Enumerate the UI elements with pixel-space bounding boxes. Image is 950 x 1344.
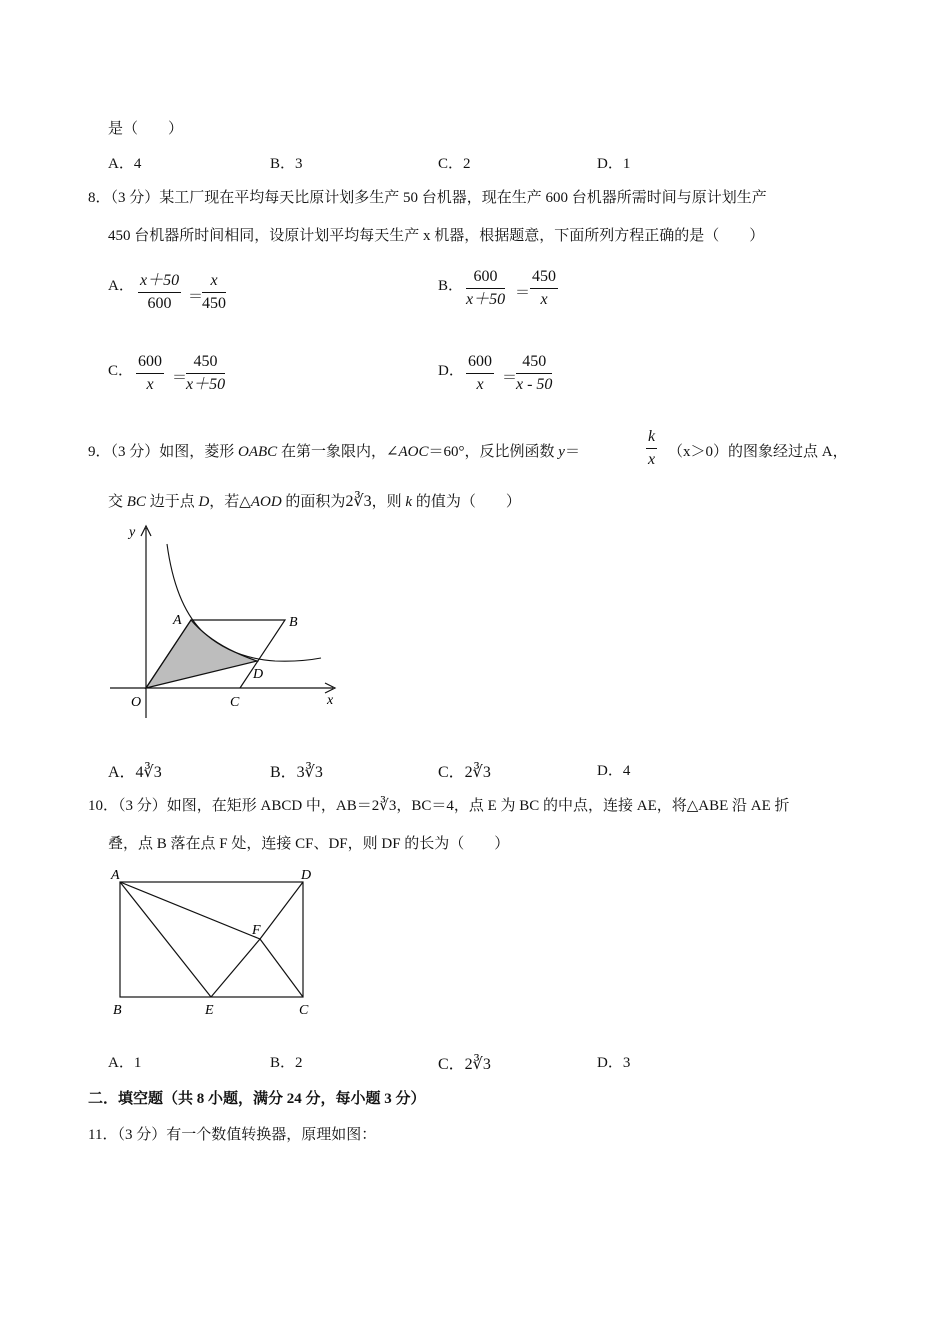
q8-option-a-left-fraction xyxy=(138,270,181,315)
q8-stem-line2: 450 台机器所时间相同，设原计划平均每天生产 x 机器，根据题意，下面所列方程正确的是（ ） xyxy=(108,228,765,244)
q7-option-a: A．4 xyxy=(108,156,142,172)
q8-option-d-right-fraction xyxy=(516,351,552,396)
segment-df xyxy=(260,882,303,939)
equals-sign: ＝ xyxy=(515,285,531,301)
q9-stem-line2: 交 BC 边于点 D，若△AOD 的面积为2∛3，则 k 的值为（ ） xyxy=(108,493,521,510)
fraction-numerator: x＋50 xyxy=(138,270,181,293)
label-f: F xyxy=(252,923,261,938)
fraction-denominator: x xyxy=(540,291,548,308)
q9-option-a: A．4∛3 xyxy=(108,764,162,781)
q10-stem-line2: 叠，点 B 落在点 F 处，连接 CF、DF，则 DF 的长为（ ） xyxy=(108,836,510,852)
label-e: E xyxy=(205,1003,214,1018)
rectangle-abcd xyxy=(120,882,303,997)
segment-ef xyxy=(211,939,260,997)
segment-ae xyxy=(120,882,211,997)
fraction-denominator: x xyxy=(648,451,656,468)
equals-sign: ＝ xyxy=(188,289,204,305)
fraction-denominator: x - 50 xyxy=(516,376,553,393)
label-b: B xyxy=(289,615,298,630)
q10-rectangle-figure xyxy=(105,862,327,1022)
q10-option-c: C．2∛3 xyxy=(438,1056,491,1073)
fraction-numerator: 450 xyxy=(530,266,558,289)
section-2-title: 二．填空题（共 8 小题，满分 24 分，每小题 3 分） xyxy=(88,1091,426,1107)
label-a: A xyxy=(111,868,120,883)
q8-option-b-label: B． xyxy=(438,278,464,294)
label-d: D xyxy=(301,868,312,883)
equals-sign: ＝ xyxy=(172,370,188,386)
q10-option-d: D．3 xyxy=(597,1055,631,1071)
q9-k-over-x-fraction xyxy=(646,426,657,471)
q9-option-c: C．2∛3 xyxy=(438,764,491,781)
fraction-numerator: k xyxy=(646,426,657,449)
q8-option-c-left-fraction xyxy=(136,351,164,396)
fraction-denominator: x xyxy=(476,376,484,393)
fraction-denominator: x＋50 xyxy=(466,291,506,308)
label-d: D xyxy=(253,667,264,682)
q9-rhombus-figure xyxy=(105,518,350,718)
equals-sign: ＝ xyxy=(502,370,518,386)
fraction-numerator: 450 xyxy=(186,351,225,374)
q8-option-d-left-fraction xyxy=(466,351,494,396)
fraction-denominator: x＋50 xyxy=(186,376,226,393)
q7-option-d: D．1 xyxy=(597,156,631,172)
label-b: B xyxy=(113,1003,122,1018)
fraction-denominator: x xyxy=(146,376,154,393)
fraction-numerator: 600 xyxy=(466,266,505,289)
q10-option-b: B．2 xyxy=(270,1055,303,1071)
q8-option-c-label: C． xyxy=(108,363,134,379)
segment-cf xyxy=(260,939,303,997)
q7-tail: 是（ ） xyxy=(108,121,184,137)
q7-option-b: B．3 xyxy=(270,156,303,172)
label-o: O xyxy=(131,695,142,710)
q8-option-a-right-fraction xyxy=(202,270,226,315)
q9-option-d: D．4 xyxy=(597,763,631,779)
q8-option-b-left-fraction xyxy=(466,266,505,311)
fraction-numerator: x xyxy=(202,270,226,293)
fraction-denominator: 600 xyxy=(147,295,172,312)
q10-stem-line1: 10．（3 分）如图，在矩形 ABCD 中，AB＝2∛3，BC＝4，点 E 为 BC 的中点，连接 AE，将△ABE 沿 AE 折 xyxy=(88,798,790,814)
q8-option-c-right-fraction xyxy=(186,351,225,396)
q7-option-c: C．2 xyxy=(438,156,471,172)
fraction-denominator: 450 xyxy=(202,295,226,312)
q9-stem-line1-end: （x＞0）的图象经过点 A， xyxy=(668,444,848,460)
q8-option-d-label: D． xyxy=(438,363,464,379)
label-c: C xyxy=(299,1003,309,1018)
label-c: C xyxy=(230,695,240,710)
label-x: x xyxy=(327,693,334,708)
label-a: A xyxy=(173,613,182,628)
q8-option-a-label: A． xyxy=(108,278,134,294)
fraction-numerator: 600 xyxy=(466,351,494,374)
fraction-numerator: 450 xyxy=(516,351,552,374)
label-y: y xyxy=(129,525,136,540)
q8-option-b-right-fraction xyxy=(530,266,558,311)
q9-option-b: B．3∛3 xyxy=(270,764,323,781)
q10-option-a: A．1 xyxy=(108,1055,142,1071)
q8-stem-line1: 8．（3 分）某工厂现在平均每天比原计划多生产 50 台机器，现在生产 600 台机器所需时间与原计划生产 xyxy=(88,190,767,206)
q11-stem-line1: 11．（3 分）有一个数值转换器，原理如图： xyxy=(88,1127,377,1143)
q9-stem-line1: 9．（3 分）如图，菱形 OABC 在第一象限内，∠AOC＝60°，反比例函数 y＝ xyxy=(88,444,580,460)
fraction-numerator: 600 xyxy=(136,351,164,374)
segment-af xyxy=(120,882,260,939)
